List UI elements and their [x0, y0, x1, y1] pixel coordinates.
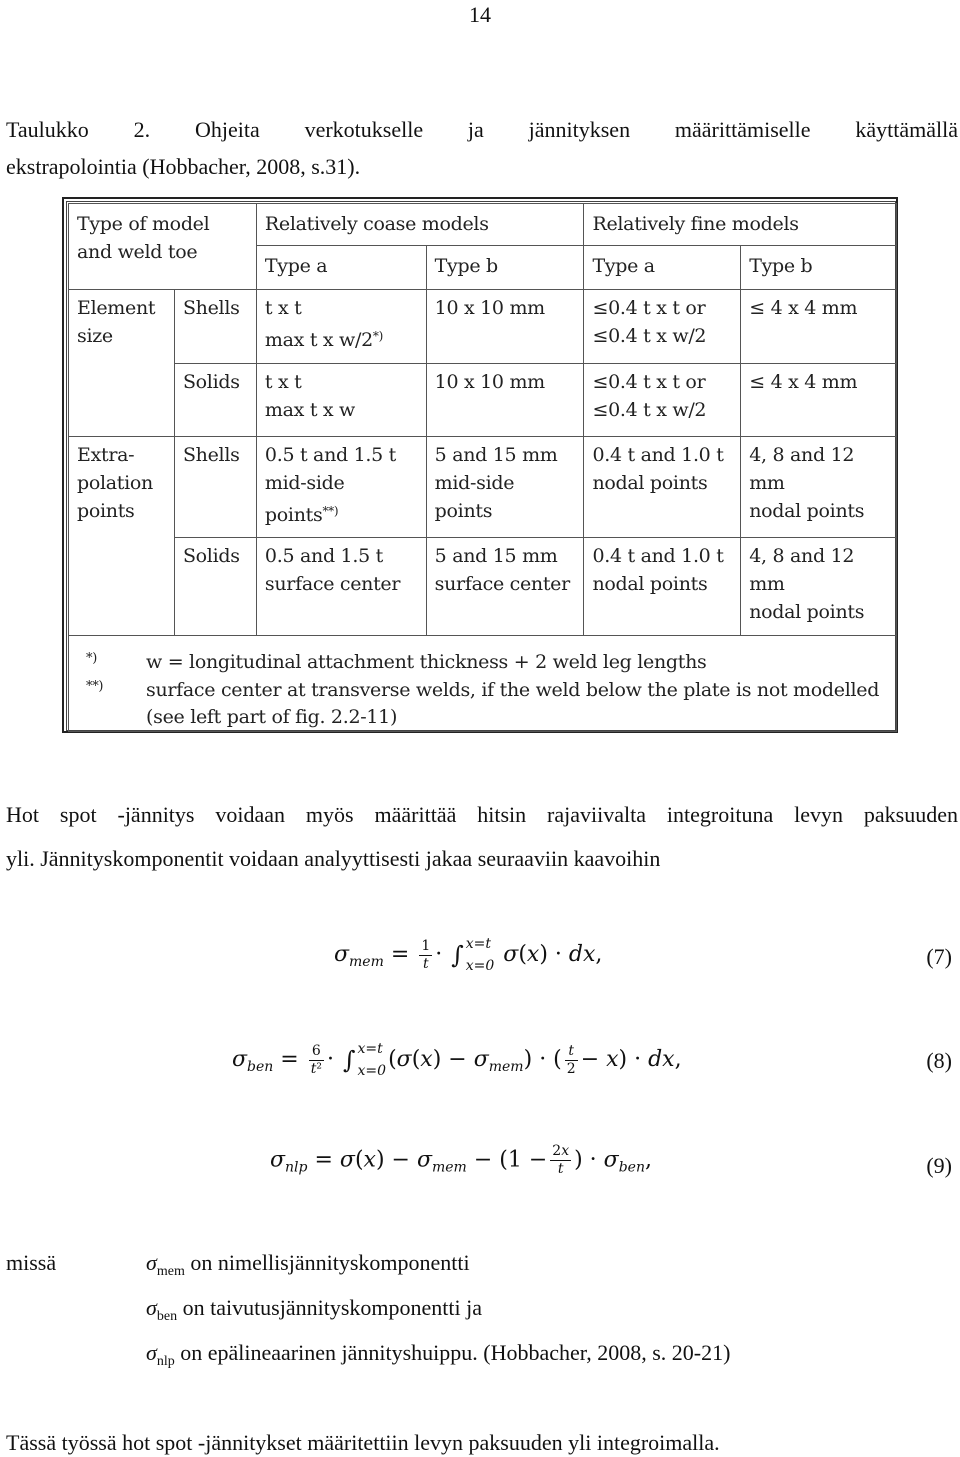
row-sub-label: Solids: [174, 538, 256, 636]
definition-sigma-ben: $\sigma_{ben}$ on taivutusjännityskomponentti ja: [146, 1295, 482, 1324]
footnote-text-2: surface center at transverse welds, if the weld below the plate is not modelled: [146, 679, 880, 701]
table-row: [69, 364, 897, 437]
table-row: [69, 538, 897, 636]
cell-fine-b: 4, 8 and 12 mm nodal points: [741, 437, 897, 538]
cell-coarse-a: 0.5 and 1.5 t surface center: [256, 538, 426, 636]
equation-8: $\sigma_{ben}$ = $\frac{6}{\text{t²}}$ · ∫ x=t x=0 $(\sigma(x) - \sigma_{mem})$ · ( $\frac{t}{2}$ − x) · dx,: [232, 1041, 682, 1079]
definition-sigma-mem: $\sigma_{mem}$ on nimellisjännityskomponentti: [146, 1250, 470, 1279]
equation-number-9: (9): [926, 1153, 952, 1178]
page-number: 14: [469, 2, 491, 27]
cell-coarse-b: 5 and 15 mm mid-side points: [426, 437, 584, 538]
cell-coarse-a: t x t max t x w/2*): [256, 290, 426, 364]
cell-coarse-b: 10 x 10 mm: [426, 290, 584, 364]
definition-sigma-nlp: $\sigma_{nlp}$ on epälineaarinen jännityshuippu. (Hobbacher, 2008, s. 20-21): [146, 1340, 731, 1369]
cell-fine-b: ≤ 4 x 4 mm: [741, 364, 897, 437]
row-group-extrapolation-points: Extra- polation points: [69, 437, 175, 636]
footnote-mark-1: *): [86, 651, 97, 666]
row-sub-label: Solids: [174, 364, 256, 437]
cell-fine-a: ≤0.4 t x t or ≤0.4 t x w/2: [584, 290, 741, 364]
header-fine-type-a: Type a: [584, 246, 741, 290]
table-caption-line1: Taulukko 2. Ohjeita verkotukselle ja jännityksen määrittämiselle käyttämällä: [6, 117, 958, 142]
header-model-type: Type of model and weld toe: [69, 204, 257, 290]
row-sub-label: Shells: [174, 290, 256, 364]
equation-9: $\sigma_{nlp} = \sigma(x) - \sigma_{mem} - (1$ − $\frac{2x}{t}$ ) · $\sigma_{ben}$,: [270, 1143, 652, 1177]
header-fine-type-b: Type b: [741, 246, 897, 290]
cell-coarse-a: t x t max t x w: [256, 364, 426, 437]
equation-number-7: (7): [926, 944, 952, 969]
where-label: missä: [6, 1250, 57, 1275]
cell-fine-a: 0.4 t and 1.0 t nodal points: [584, 538, 741, 636]
equation-7: $\sigma_{mem}$ = $\frac{1}{t}$ · ∫ x=t x=0 σ(x) · dx,: [334, 936, 603, 974]
table-row: [69, 290, 897, 364]
paragraph-line2: yli. Jännityskomponentit voidaan analyyttisesti jakaa seuraaviin kaavoihin: [6, 846, 661, 871]
header-coarse-models: Relatively coase models: [256, 204, 584, 246]
cell-fine-b: ≤ 4 x 4 mm: [741, 290, 897, 364]
equation-number-8: (8): [926, 1048, 952, 1073]
row-group-element-size: Element size: [69, 290, 175, 437]
closing-sentence: Tässä työssä hot spot -jännitykset määritettiin levyn paksuuden yli integroimalla.: [6, 1430, 720, 1455]
header-coarse-type-b: Type b: [426, 246, 584, 290]
cell-coarse-b: 5 and 15 mm surface center: [426, 538, 584, 636]
cell-coarse-a: 0.5 t and 1.5 t mid-side points**): [256, 437, 426, 538]
table-row: [69, 437, 897, 538]
cell-fine-a: 0.4 t and 1.0 t nodal points: [584, 437, 741, 538]
footnote-text-1: w = longitudinal attachment thickness + 2 weld leg lengths: [146, 651, 707, 673]
footnote-mark-2: **): [86, 679, 104, 694]
row-sub-label: Shells: [174, 437, 256, 538]
cell-fine-b: 4, 8 and 12 mm nodal points: [741, 538, 897, 636]
footnote-text-3: (see left part of fig. 2.2-11): [146, 706, 398, 728]
cell-coarse-b: 10 x 10 mm: [426, 364, 584, 437]
table-caption-line2: ekstrapolointia (Hobbacher, 2008, s.31).: [6, 154, 361, 179]
header-coarse-type-a: Type a: [256, 246, 426, 290]
paragraph-line1: Hot spot -jännitys voidaan myös määrittää hitsin rajaviivalta integroituna levyn paksuuden: [6, 802, 958, 827]
cell-fine-a: ≤0.4 t x t or ≤0.4 t x w/2: [584, 364, 741, 437]
header-fine-models: Relatively fine models: [584, 204, 897, 246]
